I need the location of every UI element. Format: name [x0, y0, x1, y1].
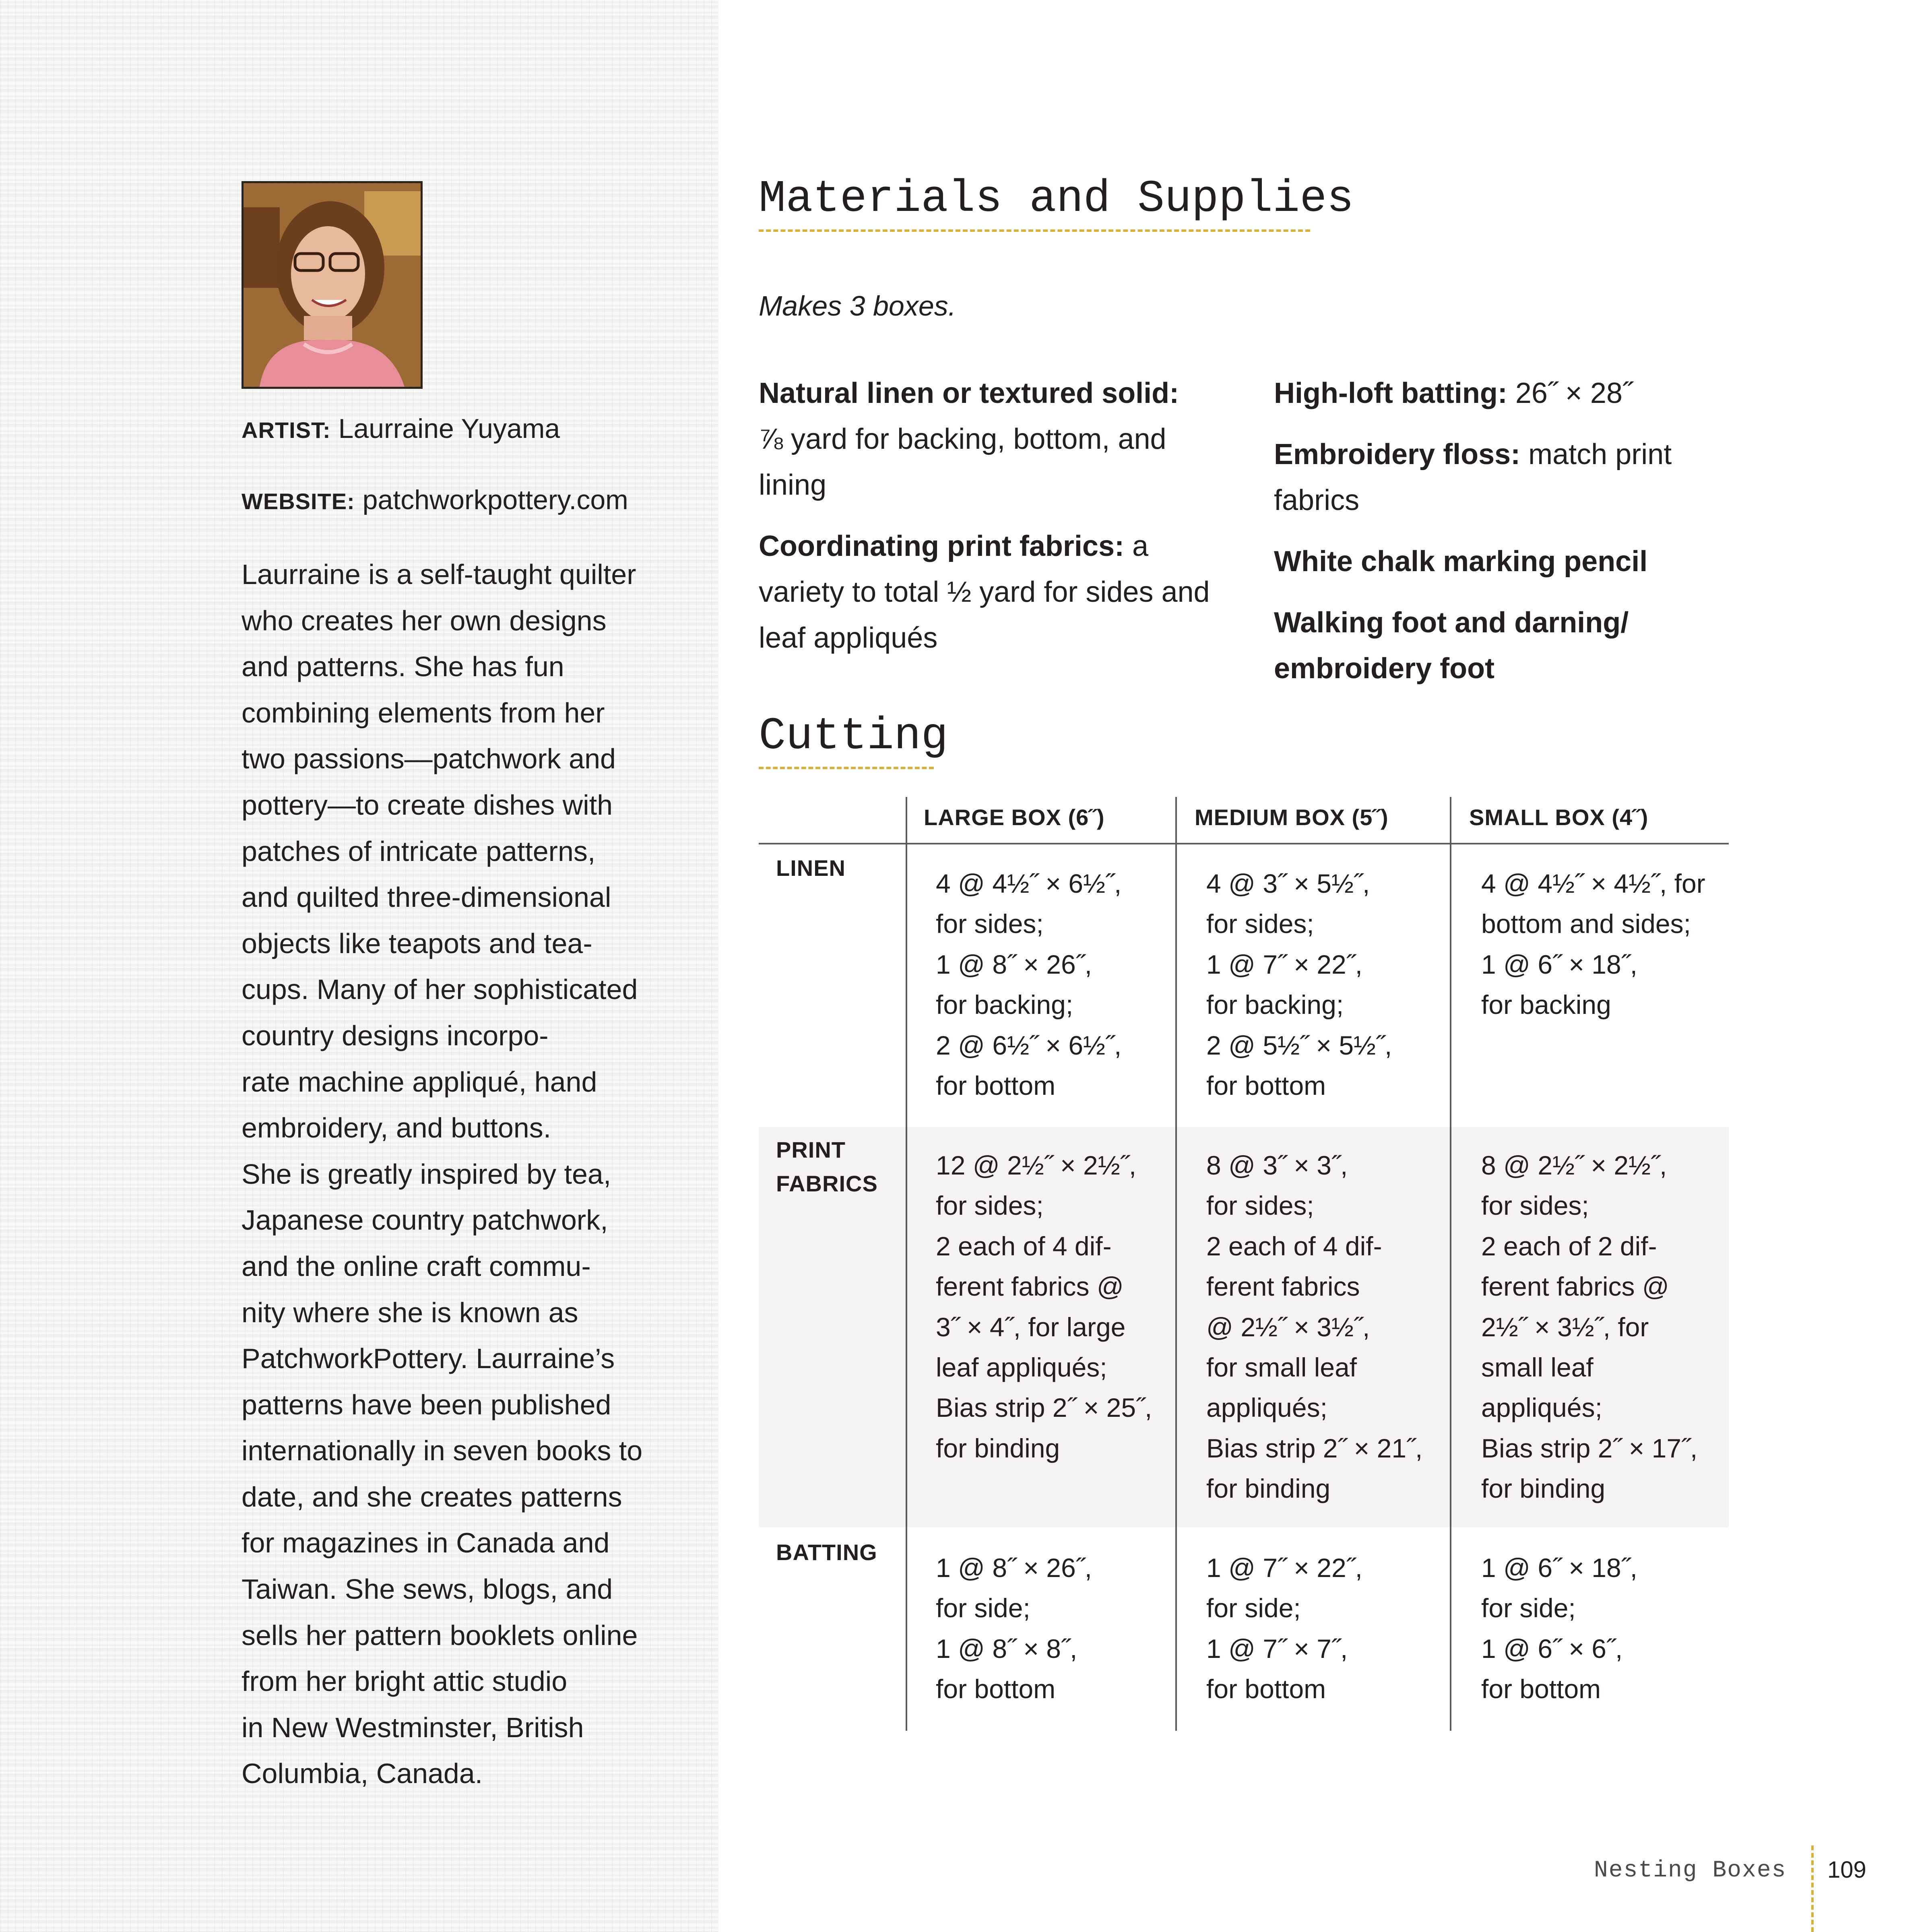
materials-list-left: [759, 370, 1222, 676]
material-name: White chalk marking pencil: [1274, 545, 1648, 578]
artist-label: ARTIST:: [242, 417, 331, 443]
table-cell: 1 @ 7˝ × 22˝, for side; 1 @ 7˝ × 7˝, for bottom: [1206, 1553, 1363, 1704]
table-cell: 1 @ 6˝ × 18˝, for side; 1 @ 6˝ × 6˝, for bottom: [1481, 1553, 1638, 1704]
material-detail: match print fabrics: [1274, 438, 1672, 516]
website-label: WEBSITE:: [242, 489, 355, 514]
artist-line: [242, 413, 560, 446]
material-detail: ⅞ yard for backing, bottom, and lining: [759, 423, 1166, 501]
material-name: Walking foot and darning/ embroidery foot: [1274, 607, 1629, 685]
footer-section-title: Nesting Boxes: [1594, 1858, 1787, 1884]
column-divider: [1450, 797, 1451, 1731]
row-label-linen: LINEN: [776, 855, 846, 881]
material-name: Embroidery floss:: [1274, 438, 1521, 471]
makes-note: Makes 3 boxes.: [759, 290, 956, 322]
website-link[interactable]: patchworkpottery.com: [362, 485, 628, 515]
table-cell: 1 @ 8˝ × 26˝, for side; 1 @ 8˝ × 8˝, for bottom: [936, 1553, 1092, 1704]
material-name: High-loft batting:: [1274, 377, 1507, 409]
materials-heading: Materials and Supplies: [759, 173, 1354, 225]
material-item: [759, 523, 1222, 661]
row-label-print-fabrics: PRINT FABRICS: [776, 1137, 878, 1196]
materials-list-right: [1274, 370, 1737, 707]
cutting-heading: Cutting: [759, 711, 948, 762]
column-divider: [906, 797, 907, 1731]
material-item: [759, 370, 1222, 508]
material-detail: 26˝ × 28˝: [1515, 377, 1632, 409]
material-item: [1274, 539, 1737, 584]
artist-bio: Laurraine is a self-taught quilter who creates her own designs and patterns. She has fun combining elements from her two passions—patchwork and pottery—to create dishes with patches of intricate patterns, and quilted three-dimensional objects like teapots and tea- cups. Many of her sophisticated country designs incorpo- rate machine appliqué, hand embroidery, and buttons. She is greatly inspired by tea, Japanese country patchwork, and the online craft commu- nity where she is known as PatchworkPottery. Laurraine’s patterns have been published internationally in seven books to date, and she creates patterns for magazines in Canada and Taiwan. She sews, blogs, and sells her pattern booklets online from her bright attic studio in New Westminster, British Columbia, Canada.: [242, 559, 643, 1790]
table-cell: 8 @ 2½˝ × 2½˝, for sides; 2 each of 2 dif- ferent fabrics @ 2½˝ × 3½˝, for small leaf appliqués; Bias strip 2˝ × 17˝, for binding: [1481, 1150, 1698, 1504]
footer-divider: [1811, 1845, 1814, 1932]
material-item: [1274, 370, 1737, 416]
row-label-batting: BATTING: [776, 1540, 877, 1565]
column-header-medium: MEDIUM BOX (5˝): [1195, 805, 1389, 830]
material-detail: a variety to total ½ yard for sides and leaf appliqués: [759, 530, 1210, 654]
column-divider: [1175, 797, 1177, 1731]
artist-name: Laurraine Yuyama: [338, 413, 560, 444]
artist-portrait-illustration: [244, 183, 421, 387]
column-header-large: LARGE BOX (6˝): [924, 805, 1105, 830]
material-item: [1274, 431, 1737, 523]
table-header-rule: [759, 843, 1729, 844]
page-number: 109: [1827, 1857, 1866, 1883]
table-cell: 4 @ 4½˝ × 4½˝, for bottom and sides; 1 @ 6˝ × 18˝, for backing: [1481, 869, 1705, 1020]
table-cell: 8 @ 3˝ × 3˝, for sides; 2 each of 4 dif- ferent fabrics @ 2½˝ × 3½˝, for small leaf appliqués; Bias strip 2˝ × 21˝, for binding: [1206, 1150, 1423, 1504]
artist-photo: [242, 181, 423, 389]
cutting-heading-underline: [759, 767, 934, 769]
website-line: [242, 484, 628, 518]
table-cell: 4 @ 4½˝ × 6½˝, for sides; 1 @ 8˝ × 26˝, for backing; 2 @ 6½˝ × 6½˝, for bottom: [936, 869, 1122, 1101]
table-cell: 12 @ 2½˝ × 2½˝, for sides; 2 each of 4 dif- ferent fabrics @ 3˝ × 4˝, for large leaf appliqués; Bias strip 2˝ × 25˝, for binding: [936, 1150, 1152, 1463]
material-name: Coordinating print fabrics:: [759, 530, 1124, 562]
table-cell: 4 @ 3˝ × 5½˝, for sides; 1 @ 7˝ × 22˝, for backing; 2 @ 5½˝ × 5½˝, for bottom: [1206, 869, 1392, 1101]
material-item: [1274, 600, 1737, 691]
material-name: Natural linen or textured solid:: [759, 377, 1179, 409]
column-header-small: SMALL BOX (4˝): [1469, 805, 1649, 830]
materials-heading-underline: [759, 229, 1310, 232]
